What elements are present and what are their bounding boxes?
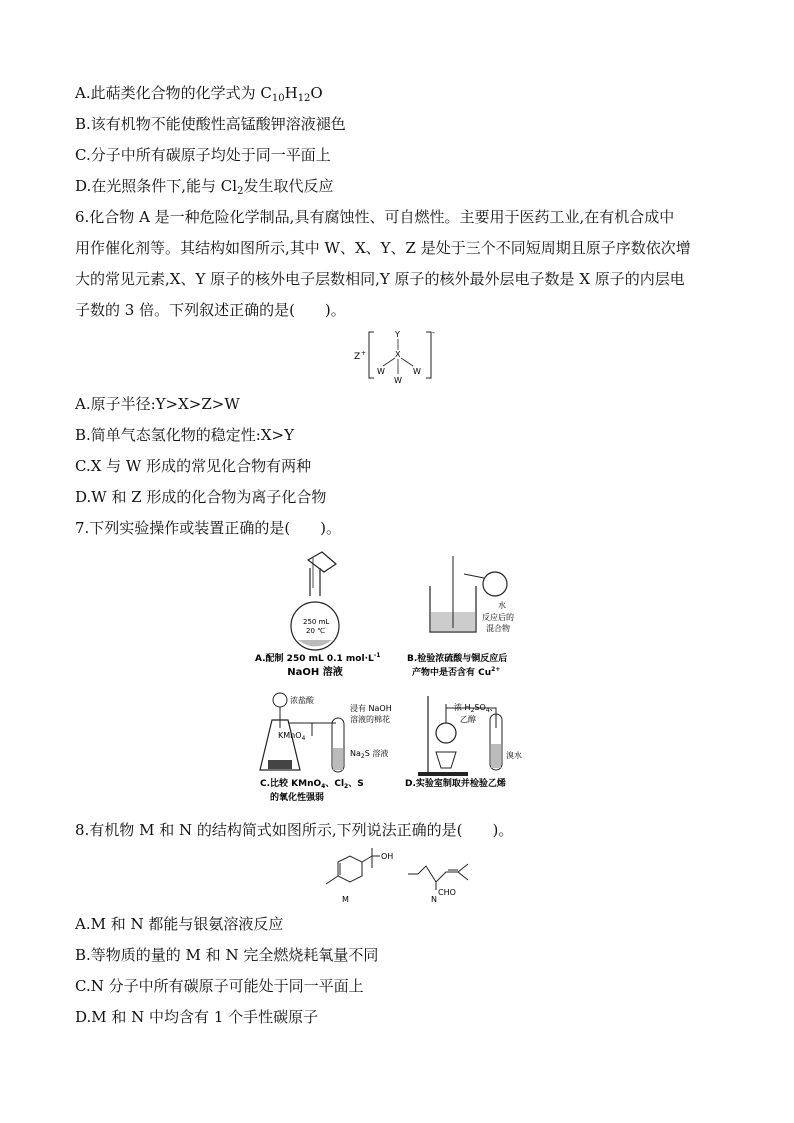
q6-ligand-right: W: [413, 367, 421, 376]
q5-option-b: B.该有机物不能使酸性高锰酸钾溶液褪色: [75, 115, 346, 133]
flask-neck-b: [464, 574, 484, 578]
n-cho-label: CHO: [438, 888, 456, 897]
q6-option-c: C.X 与 W 形成的常见化合物有两种: [75, 457, 312, 475]
n-label: N: [431, 895, 437, 904]
stand-base: [418, 772, 468, 776]
na2s-solution: [333, 748, 343, 770]
q8-option-a: A.M 和 N 都能与银氨溶液反应: [75, 915, 284, 933]
n-branch-down: [458, 872, 468, 880]
q6-left-bracket: [369, 332, 374, 378]
q5-option-c: C.分子中所有碳原子均处于同一平面上: [75, 146, 331, 164]
q7-apparatus-d: [405, 696, 522, 789]
q6-bond-left: [383, 358, 395, 366]
q6-stem-line4: 子数的 3 倍。下列叙述正确的是( )。: [75, 301, 346, 319]
q7-a-caption-2: NaOH 溶液: [287, 667, 343, 678]
d-label-acid: 浓 $H_2SO_4$、: [454, 703, 498, 714]
q6-anion-charge: -: [432, 328, 435, 337]
q6-center-atom: X: [395, 350, 401, 359]
flask-label-volume: 250 mL: [303, 618, 330, 626]
n-chain: [408, 866, 458, 882]
q8-stem: 8.有机物 M 和 N 的结构简式如图所示,下列说法正确的是( )。: [75, 821, 514, 839]
d-label-bromine: 溴水: [506, 751, 522, 760]
q6-right-bracket: [426, 332, 431, 378]
molecule-n: [408, 864, 468, 904]
round-flask: [483, 572, 507, 596]
q8-structures-figure: [318, 848, 478, 906]
q6-top-atom: Y: [395, 330, 400, 339]
q6-stem-line2: 用作催化剂等。其结构如图所示,其中 W、X、Y、Z 是处于三个不同短周期且原子序数依次增: [75, 239, 691, 257]
q7-apparatus-figure: [250, 548, 550, 808]
q7-b-caption-1: B.检验浓硫酸与铜反应后: [407, 654, 508, 664]
q7-a-caption-1: A.配制 250 mL 0.1 $mol\cdot L^{-1}$: [255, 652, 381, 664]
separatory-funnel: [273, 693, 287, 707]
q8-option-d: D.M 和 N 中均含有 1 个手性碳原子: [75, 1008, 319, 1026]
m-bond-c: [362, 856, 372, 862]
q7-b-caption-2: 产物中是否含有 $Cu^{2+}$: [412, 666, 501, 678]
q7-c-caption-2: 的氧化性强弱: [270, 793, 325, 803]
bromine-water: [491, 744, 501, 768]
q6-stem-line1: 6.化合物 A 是一种危险化学制品,具有腐蚀性、可自燃性。主要用于医药工业,在有机合成中: [75, 208, 675, 226]
q7-stem: 7.下列实验操作或装置正确的是( )。: [75, 519, 342, 537]
c-label-kmno4: KMnO$_4$: [278, 731, 306, 742]
c-label-na2s: $Na_2S$ 溶液: [350, 749, 389, 760]
kmno4-solid: [268, 760, 292, 769]
q5-opt-a-text: A.此萜类化合物的化学式为 C: [75, 84, 272, 102]
q6-ligand-left: W: [377, 367, 385, 376]
q6-option-a: A.原子半径:Y>X>Z>W: [75, 395, 240, 413]
d-label-ethanol: 乙醇: [460, 715, 476, 724]
m-methyl: [326, 876, 338, 884]
q5-opt-a-post: O: [310, 84, 323, 102]
q6-ligand-bottom: W: [394, 376, 402, 385]
m-oh-label: OH: [381, 852, 394, 861]
q6-option-b: B.简单气态氢化物的稳定性:X>Y: [75, 426, 294, 444]
q6-stem-line3: 大的常见元素,X、Y 原子的核外电子层数相同,Y 原子的核外最外层电子数是 X 原子的内层电: [75, 270, 685, 288]
c-label-cotton-1: 浸有 NaOH: [350, 704, 392, 713]
q7-c-caption-1: C.比较 KMnO$_4$、$Cl_2$、S: [260, 779, 364, 790]
flask-liquid: [298, 640, 332, 647]
flask-label-temp: 20 ℃: [306, 627, 325, 635]
b-label-water: 水: [498, 601, 506, 610]
q5-opt-d-text: D.在光照条件下,能与 Cl: [75, 177, 238, 195]
alcohol-lamp: [436, 752, 456, 768]
m-ring: [338, 856, 362, 882]
b-label-reaction: 反应后的: [482, 613, 514, 622]
n-branch-up: [458, 864, 468, 872]
q6-cation: Z: [354, 352, 361, 362]
molecule-m: [326, 848, 393, 904]
pouring-beaker: [308, 552, 336, 572]
q5-option-d: [75, 176, 333, 202]
q5-opt-a-sub1: 10: [271, 93, 285, 104]
q5-opt-d-post: 发生取代反应: [243, 177, 334, 195]
q7-d-caption-1: D.实验室制取并检验乙烯: [405, 779, 506, 789]
q6-cation-charge: +: [361, 350, 367, 357]
q5-opt-a-mid: H: [284, 84, 298, 102]
q7-apparatus-b: [407, 556, 514, 678]
c-label-cotton-2: 溶液的棉花: [350, 715, 390, 724]
m-label: M: [342, 895, 349, 904]
c-label-hcl: 浓盐酸: [290, 696, 314, 705]
b-label-mixture: 混合物: [486, 624, 510, 633]
q7-apparatus-c: [260, 693, 392, 803]
q6-bond-right: [401, 358, 413, 366]
reaction-flask: [436, 723, 456, 743]
q6-structure-figure: [340, 326, 450, 386]
q8-option-b: B.等物质的量的 M 和 N 完全燃烧耗氧量不同: [75, 946, 379, 964]
q6-option-d: D.W 和 Z 形成的化合物为离子化合物: [75, 488, 327, 506]
q8-option-c: C.N 分子中所有碳原子可能处于同一平面上: [75, 977, 364, 995]
q7-apparatus-a: [255, 552, 380, 678]
q5-option-a: [75, 83, 323, 109]
q5-opt-d-sub: 2: [237, 186, 244, 197]
q5-opt-a-sub2: 12: [297, 93, 311, 104]
